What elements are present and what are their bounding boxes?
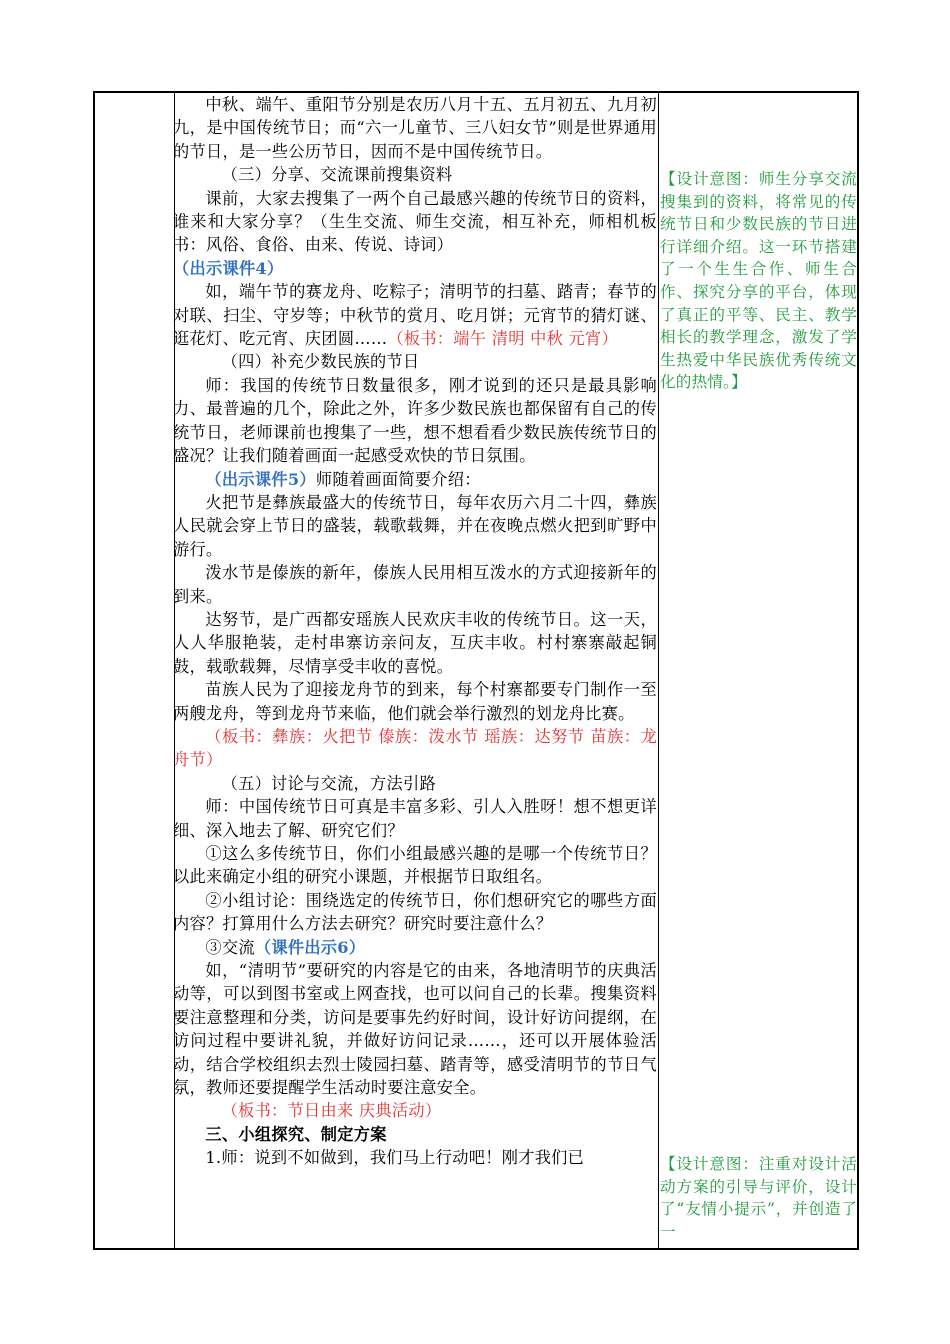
section-heading: （五）讨论与交流，方法引路: [221, 773, 436, 793]
courseware-note: （课件出示6）: [254, 937, 366, 957]
paragraph: 中秋、端午、重阳节分别是农历八月十五、五月初五、九月初九，是中国传统节日；而“六一儿童节、三八妇女节”则是世界通用的节日，是一些公历节日，因而不是中国传统节日。: [173, 95, 657, 161]
paragraph: 苗族人民为了迎接龙舟节的到来，每个村寨都要专门制作一至两艘龙舟，等到龙舟节来临，他们就会举行激烈的划龙舟比赛。: [173, 680, 657, 723]
paragraph: 1.师：说到不如做到，我们马上行动吧！刚才我们已: [205, 1148, 585, 1168]
courseware-note: （出示课件5）: [205, 469, 316, 489]
paragraph-text: 如，端午节的赛龙舟、吃粽子；清明节的扫墓、踏青；春节的对联、扫尘、守岁等；中秋节的赏月、吃月饼；元宵节的猜灯谜、逛花灯、吃元宵、庆团圆……: [173, 282, 657, 349]
column-divider-right: [658, 93, 659, 1248]
paragraph: ②小组讨论：围绕选定的传统节日，你们想研究它的哪些方面内容？打算用什么方法去研究？研究时要注意什么？: [173, 890, 657, 934]
board-note: （板书：节日由来 庆典活动）: [221, 1101, 442, 1121]
paragraph: [173, 936, 657, 959]
paragraph: [173, 468, 657, 491]
paragraph: [173, 280, 657, 350]
board-note: （板书：端午 清明 中秋 元宵）: [387, 329, 619, 349]
board-note: （板书：彝族：火把节 傣族：泼水节 瑶族：达努节 苗族：龙舟节）: [173, 726, 657, 770]
design-intent-note: 【设计意图：师生分享交流搜集到的资料，将常见的传统节日和少数民族的节日进行详细介绍。这一环节搭建了一个生生合作、师生合作、探究分享的平台，体现了真正的平等、民主、教学相长的教学理念，激发了学生热爱中华民族优秀传统文化的热情。】: [660, 170, 857, 392]
section-heading: （三）分享、交流课前搜集资料: [221, 165, 453, 185]
courseware-note: （出示课件4）: [173, 258, 284, 278]
paragraph: 泼水节是傣族的新年，傣族人民用相互泼水的方式迎接新年的到来。: [173, 563, 657, 606]
paragraph: 师：我国的传统节日数量很多，刚才说到的还只是最具影响力、最普遍的几个，除此之外，许多少数民族也都保留有自己的传统节日，老师课前也搜集了一些，想不想看看少数民族传统节日的盛况？让我们随着画面一起感受欢快的节日氛围。: [173, 375, 657, 466]
paragraph: 达努节，是广西都安瑶族人民欢庆丰收的传统节日。这一天，人人华服艳装，走村串寨访亲问友，互庆丰收。村村寨寨敲起铜鼓，载歌载舞，尽情享受丰收的喜悦。: [173, 609, 657, 676]
paragraph: 课前，大家去搜集了一两个自己最感兴趣的传统节日的资料，谁来和大家分享？（生生交流、师生交流，相互补充，师相机板书：风俗、食俗、由来、传说、诗词）: [173, 188, 657, 255]
lesson-content: [173, 93, 657, 1170]
paragraph-text: ③交流: [205, 937, 255, 957]
paragraph: 师：中国传统节日可真是丰富多彩、引人入胜呀！想不想更详细、深入地去了解、研究它们？: [173, 797, 657, 840]
paragraph: 如，“清明节”要研究的内容是它的由来，各地清明节的庆典活动等，可以到图书室或上网查找，也可以问自己的长辈。搜集资料要注意整理和分类，访问是要事先约好时间，设计好访问提纲，在访问过程中要讲礼貌，并做好访问记录……，还可以开展体验活动，结合学校组织去烈士陵园扫墓、踏青等，感受清明节的节日气氛，教师还要提醒学生活动时要注意安全。: [173, 961, 657, 1098]
section-heading: 三、小组探究、制定方案: [205, 1124, 387, 1144]
paragraph: ①这么多传统节日，你们小组最感兴趣的是哪一个传统节日？以此来确定小组的研究小课题，并根据节日取组名。: [173, 844, 657, 887]
section-heading: （四）补充少数民族的节日: [221, 352, 420, 372]
design-intent-note: 【设计意图：注重对设计活动方案的引导与评价，设计了“友情小提示”，并创造了一: [660, 1155, 857, 1241]
paragraph: 火把节是彝族最盛大的传统节日，每年农历六月二十四，彝族人民就会穿上节日的盛装，载歌载舞，并在夜晚点燃火把到旷野中游行。: [173, 492, 657, 559]
paragraph-text: 师随着画面简要介绍：: [315, 469, 481, 489]
